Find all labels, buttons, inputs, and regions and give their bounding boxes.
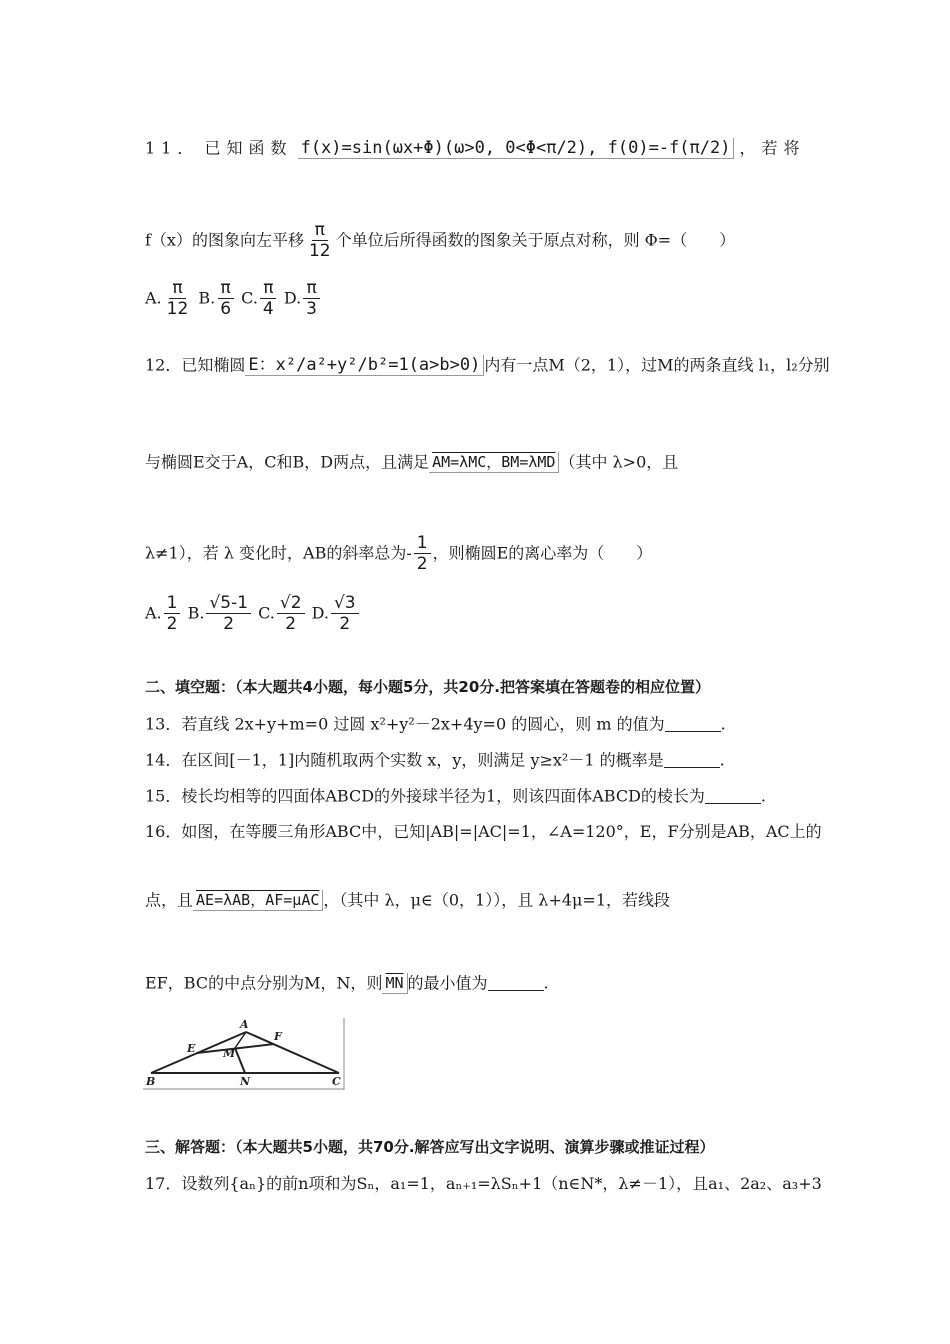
q15-text: 15．棱长均相等的四面体ABCD的外接球半径为1，则该四面体ABCD的棱长为 — [145, 786, 705, 806]
q12-option-d: $\frac{√3}{2}$ — [331, 593, 359, 634]
q16-line2-text: 点，且 — [145, 890, 194, 910]
label-b: B — [146, 1075, 156, 1088]
q11-text-tail: ，若将 — [739, 138, 806, 158]
q12-text: 已知椭圆 — [181, 355, 246, 375]
q17: 17．设数列{aₙ}的前n项和为Sₙ，a₁=1，aₙ₊₁=λSₙ+1（n∈N*，λ≠－1），且a₁、2a₂、a₃+3 — [145, 1174, 822, 1193]
q11-formula: f(x)=sin(ωx+Φ)(ω>0, 0<Φ<π/2), f(0)=-f(π/2) — [298, 138, 735, 159]
q16-line3: EF，BC的中点分别为M，N，则 $\overline{MN}$ 的最小值为 . — [145, 973, 549, 993]
q11-option-b-label: B. — [198, 288, 216, 308]
q11-options — [145, 278, 322, 319]
q11-option-d: $\frac{\pi}{3}$ — [303, 278, 320, 319]
label-n: N — [240, 1075, 251, 1088]
label-c: C — [332, 1075, 341, 1088]
q11-option-b: $\frac{\pi}{6}$ — [217, 278, 234, 319]
label-f: F — [274, 1030, 282, 1043]
segment-mn — [235, 1048, 245, 1073]
q12-option-b: $\frac{√5-1}{2}$ — [206, 593, 251, 634]
q13-text: 13．若直线 2x+y+m=0 过圆 x²+y²－2x+4y=0 的圆心，则 m 的值为 — [145, 714, 665, 734]
q12-option-c: $\frac{√2}{2}$ — [277, 593, 305, 634]
q11-shift-fraction: $\frac{\pi}{12}$ — [308, 220, 331, 261]
label-a: A — [240, 1018, 249, 1031]
q11-option-a-label: A. — [145, 288, 162, 308]
triangle-figure — [143, 1016, 345, 1091]
q11-line2-text: f（x）的图象向左平移 — [145, 230, 304, 250]
q12-option-b-label: B. — [187, 603, 205, 623]
q12-vector-formula: AM=λMC，BM=λMD — [429, 452, 559, 473]
q12-line1 — [145, 355, 830, 376]
q11-number: 11． — [145, 138, 200, 158]
side-ac — [246, 1032, 339, 1073]
section3-heading: 三、解答题：（本大题共5小题，共70分.解答应写出文字说明、演算步骤或推证过程） — [145, 1138, 715, 1156]
q11-option-c-label: C. — [241, 288, 258, 308]
q11-option-c: $\frac{\pi}{4}$ — [260, 278, 277, 319]
q12-line2 — [145, 452, 678, 473]
q12-line2-text: 与椭圆E交于A，C和B，D两点，且满足 — [145, 452, 430, 472]
q12-line2-tail: （其中 λ>0，且 — [559, 452, 679, 472]
q16-vector-mn: $\overline{MN}$ — [382, 973, 407, 994]
q16-line2 — [145, 890, 670, 911]
q11-line2-tail: 个单位后所得函数的图象关于原点对称，则 Φ=（ ） — [335, 230, 736, 250]
q11-text: 已知函数 — [204, 138, 293, 158]
q13-answer-blank — [665, 717, 721, 732]
q15: 15．棱长均相等的四面体ABCD的外接球半径为1，则该四面体ABCD的棱长为 . — [145, 786, 766, 806]
q16-line3-text: EF，BC的中点分别为M，N，则 — [145, 973, 383, 993]
q11-line2 — [145, 220, 735, 261]
q14: 14．在区间[－1，1]内随机取两个实数 x，y，则满足 y≥x²－1 的概率是 . — [145, 750, 725, 770]
q12-number: 12． — [145, 355, 182, 375]
q12-slope-sign: - — [406, 543, 412, 563]
q12-option-c-label: C. — [258, 603, 275, 623]
section2-heading: 二、填空题：（本大题共4小题，每小题5分，共20分.把答案填在答题卷的相应位置） — [145, 678, 710, 696]
q12-line3 — [145, 533, 652, 574]
q16-answer-blank — [488, 976, 544, 991]
q12-slope-fraction: $\frac{1}{2}$ — [414, 533, 431, 574]
q16-vector-formula: AE=λAB，AF=μAC — [193, 890, 323, 911]
q13: 13．若直线 2x+y+m=0 过圆 x²+y²－2x+4y=0 的圆心，则 m 的值为 . — [145, 714, 726, 734]
q12-option-d-label: D. — [311, 603, 329, 623]
q12-ellipse-formula: E：x²/a²+y²/b²=1(a>b>0) — [245, 355, 484, 376]
q12-option-a: $\frac{1}{2}$ — [164, 593, 181, 634]
q12-options — [145, 593, 361, 634]
label-m: M — [223, 1047, 236, 1060]
q16-line2-tail: ，（其中 λ，μ∈（0，1）），且 λ+4μ=1，若线段 — [323, 890, 671, 910]
q15-answer-blank — [705, 789, 761, 804]
q11-option-d-label: D. — [283, 288, 302, 308]
label-e: E — [187, 1042, 196, 1055]
q12-option-a-label: A. — [145, 603, 162, 623]
q12-line3-tail: ，则椭圆E的离心率为（ ） — [432, 543, 653, 563]
q12-text-tail: 内有一点M（2，1），过M的两条直线 l₁，l₂分别 — [484, 355, 830, 375]
q11-line1 — [145, 138, 806, 159]
q12-line3-text: λ≠1），若 λ 变化时，AB的斜率总为 — [145, 543, 407, 563]
q14-answer-blank — [664, 753, 720, 768]
q16-line3-tail: 的最小值为 — [407, 973, 488, 993]
q14-text: 14．在区间[－1，1]内随机取两个实数 x，y，则满足 y≥x²－1 的概率是 — [145, 750, 664, 770]
q11-option-a: $\frac{\pi}{12}$ — [166, 278, 189, 319]
q16-line1: 16．如图，在等腰三角形ABC中，已知|AB|=|AC|=1，∠A=120°，E，F分别是AB，AC上的 — [145, 822, 822, 841]
